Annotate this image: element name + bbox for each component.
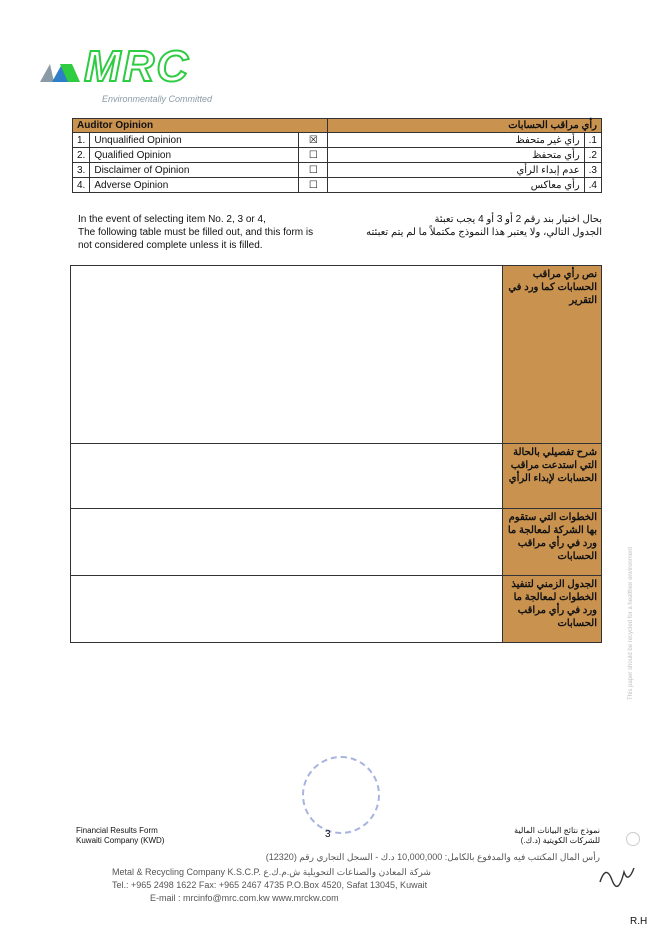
row-number-ar: .2: [584, 148, 601, 163]
row-number-ar: .4: [584, 178, 601, 193]
option-label-ar: رأي متحفظ: [328, 148, 584, 163]
row-label-ar: نص رأي مراقب الحسابات كما ورد في التقرير: [503, 266, 602, 444]
note-english: [78, 213, 348, 252]
option-label-en: Qualified Opinion: [90, 148, 299, 163]
answer-field[interactable]: [71, 266, 503, 444]
row-number: 4.: [73, 178, 90, 193]
auditor-opinion-table: [72, 118, 602, 193]
company-seal-icon: [302, 756, 380, 834]
initials: R.H: [630, 916, 648, 927]
logo-tagline: Environmentally Committed: [102, 94, 213, 104]
table-row: [71, 509, 602, 576]
explanation-table: [70, 265, 602, 643]
signature-icon: [596, 860, 636, 894]
table-header-row: [73, 119, 602, 133]
option-label-ar: رأي معاكس: [328, 178, 584, 193]
option-label-en: Disclaimer of Opinion: [90, 163, 299, 178]
capital-line-ar: رأس المال المكتتب فيه والمدفوع بالكامل: 10,000,000 د.ك - السجل التجاري رقم (12320): [265, 852, 600, 862]
company-logo: [36, 42, 236, 112]
form-name-en: [76, 826, 164, 846]
table-row: [73, 163, 602, 178]
form-name-en-line: Kuwaiti Company (KWD): [76, 836, 165, 845]
form-name-ar-line: للشركات الكويتية (د.ك.): [520, 836, 600, 845]
note-ar-line: الجدول التالي، ولا يعتبر هذا النموذج مكتملاً ما لم يتم تعبئته: [366, 227, 602, 238]
answer-field[interactable]: [71, 444, 503, 509]
table-row: [73, 133, 602, 148]
row-number: 1.: [73, 133, 90, 148]
page-number: 3: [325, 829, 331, 840]
row-label-ar: الجدول الزمني لتنفيذ الخطوات لمعالجة ما ورد في رأي مراقب الحسابات: [503, 576, 602, 643]
note-en-line: not considered complete unless it is filled.: [78, 240, 263, 251]
answer-field[interactable]: [71, 509, 503, 576]
form-name-en-line: Financial Results Form: [76, 826, 158, 835]
logo-wordmark: MRC: [84, 42, 191, 91]
table-row: [71, 266, 602, 444]
table-row: [71, 444, 602, 509]
checkbox-icon[interactable]: ☐: [299, 163, 328, 178]
row-number: 3.: [73, 163, 90, 178]
recycle-icon: [626, 832, 640, 846]
answer-field[interactable]: [71, 576, 503, 643]
email-web-line: E-mail : mrcinfo@mrc.com.kw www.mrckw.com: [150, 893, 339, 903]
option-label-ar: عدم إبداء الرأي: [328, 163, 584, 178]
note-en-line: The following table must be filled out, and this form is: [78, 227, 314, 238]
form-name-ar: [480, 826, 600, 846]
row-number-ar: .1: [584, 133, 601, 148]
option-label-en: Adverse Opinion: [90, 178, 299, 193]
note-en-line: In the event of selecting item No. 2, 3 or 4,: [78, 214, 266, 225]
note-arabic: [362, 213, 602, 239]
note-ar-line: بحال اختيار بند رقم 2 أو 3 أو 4 يجب تعبئة: [434, 214, 602, 225]
logo-mark-icon: [36, 52, 84, 84]
table-row: [71, 576, 602, 643]
table-row: [73, 178, 602, 193]
row-number-ar: .3: [584, 163, 601, 178]
checkbox-icon[interactable]: ☐: [299, 148, 328, 163]
row-label-ar: شرح تفصيلي بالحالة التي استدعت مراقب الحسابات لإبداء الرأي: [503, 444, 602, 509]
recycle-note: This paper should be recycled for a healthier environment: [628, 546, 634, 700]
header-en: Auditor Opinion: [73, 119, 328, 133]
option-label-en: Unqualified Opinion: [90, 133, 299, 148]
option-label-ar: رأي غير متحفظ: [328, 133, 584, 148]
checkbox-icon[interactable]: ☐: [299, 178, 328, 193]
row-label-ar: الخطوات التي ستقوم بها الشركة لمعالجة ما ورد في رأي مراقب الحسابات: [503, 509, 602, 576]
form-name-ar-line: نموذج نتائج البيانات المالية: [514, 826, 600, 835]
header-ar: رأي مراقب الحسابات: [328, 119, 602, 133]
company-name-line: Metal & Recycling Company K.S.C.P. شركة المعادن والصناعات التحويلية ش.م.ك.ع: [112, 867, 431, 877]
table-row: [73, 148, 602, 163]
checkbox-checked-icon[interactable]: ☒: [299, 133, 328, 148]
row-number: 2.: [73, 148, 90, 163]
contact-line: Tel.: +965 2498 1622 Fax: +965 2467 4735 P.O.Box 4520, Safat 13045, Kuwait: [112, 880, 428, 890]
